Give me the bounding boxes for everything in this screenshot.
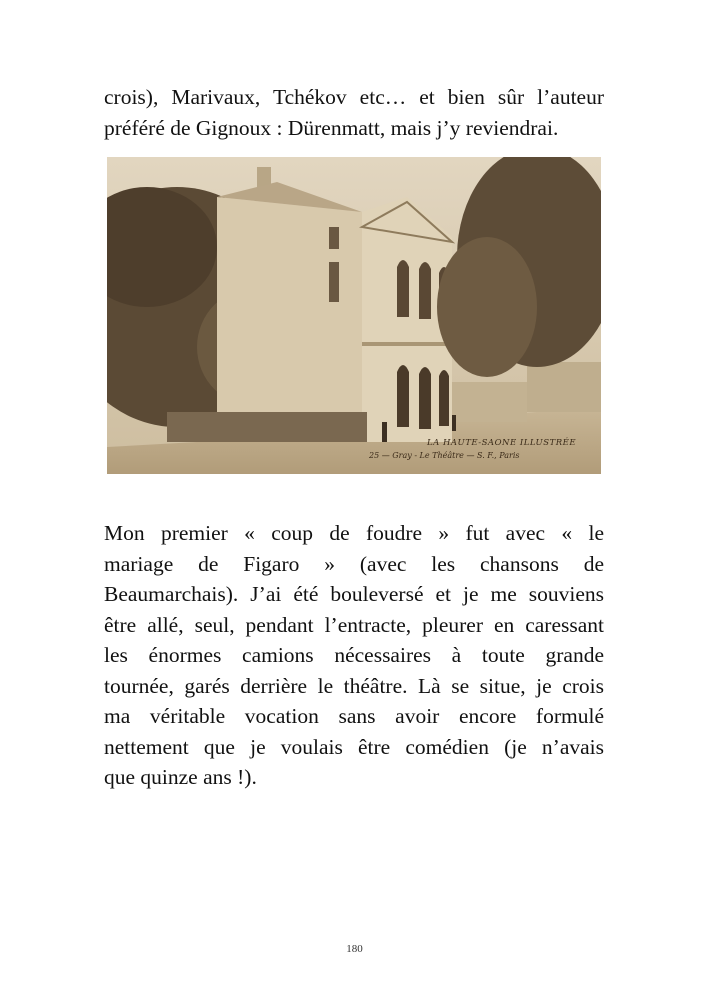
text-line: être allé, seul, pendant l’entracte, pleurer en caressant — [104, 612, 604, 637]
text-line: que quinze ans !). — [104, 765, 257, 789]
postcard-illustration — [107, 157, 601, 474]
text-line: Beaumarchais). J’ai été bouleversé et je me souviens — [104, 582, 604, 606]
text-line: préféré de Gignoux : Dürenmatt, mais j’y reviendrai. — [104, 115, 559, 140]
page-number: 180 — [346, 943, 363, 955]
paragraph-continuation — [104, 82, 604, 143]
theatre-postcard-photo — [107, 157, 601, 474]
text-line: ma véritable vocation sans avoir encore formulé — [104, 704, 604, 728]
text-line: tournée, garés derrière le théâtre. Là se situe, je crois — [104, 673, 604, 698]
text-line: crois), Marivaux, Tchékov etc… et bien sûr l’auteur — [104, 85, 604, 109]
paragraph-main — [104, 518, 604, 793]
text-line: les énormes camions nécessaires à toute grande — [104, 643, 604, 667]
text-line: mariage de Figaro » (avec les chansons de — [104, 551, 604, 576]
postcard-caption-title: LA HAUTE-SAONE ILLUSTRÉE — [427, 438, 577, 448]
text-line: Mon premier « coup de foudre » fut avec « le — [104, 521, 604, 545]
text-line: nettement que je voulais être comédien (je n’avais — [104, 734, 604, 759]
postcard-caption-subtitle: 25 — Gray - Le Théâtre — S. F., Paris — [369, 451, 520, 460]
